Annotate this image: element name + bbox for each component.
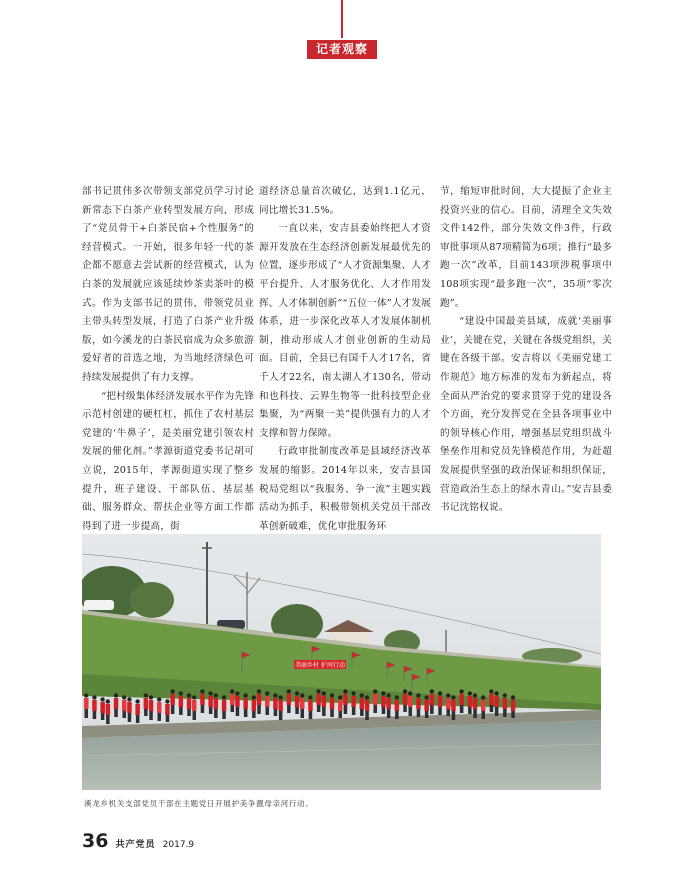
riverbank-photo-illustration	[82, 534, 601, 790]
article-column-2	[259, 183, 431, 536]
article-column-3	[440, 183, 612, 518]
top-red-rule	[341, 0, 343, 38]
article-paragraph: “建设中国最美县域，成就‘美丽事业’，关键在党，关键在各级党组织，关键在各级干部。安吉将以《美丽党建工作规范》地方标准的发布为新起点，将全面从严治党的要求贯穿于党的建设各个方面，充分发挥党在全县各项事业中的领导核心作用，增强基层党组织战斗堡垒作用和党员先锋模范作用，为赶超发展提供坚强的政治保证和组织保证，营造政治生态上的绿水青山。”安吉县委书记沈铭权说。	[440, 316, 612, 514]
article-paragraph: 节，缩短审批时间，大大提振了企业主投资兴业的信心。目前，清理全文失效文件142件，部分失效文件3件，行政审批事项从87项精简为6项；推行“最多跑一次”改革，目前143项涉税事项中108项实现“最多跑一次”，35项“零次跑”。	[440, 186, 612, 309]
article-photo	[82, 534, 601, 790]
article-column-1	[82, 183, 254, 536]
banner-text: 美丽乡村 护河行动	[295, 662, 345, 669]
article-paragraph: “把村级集体经济发展水平作为先锋示范村创建的硬杠杠，抓住了农村基层党建的‘牛鼻子’，是美丽党建引领农村发展的催化剂。”孝源街道党委书记胡可立说，2015年，孝源街道实现了整乡提升，班子建设、干部队伍、基层基础、服务群众、帮扶企业等方面工作都得到了进一步提高，街	[82, 390, 254, 532]
issue-date: 2017.9	[162, 840, 195, 850]
article-paragraph: 道经济总量首次破亿，达到1.1亿元，同比增长31.5%。	[259, 186, 431, 216]
magazine-name: 共产党员	[115, 840, 156, 850]
section-tag: 记者观察	[307, 40, 377, 59]
page-footer	[82, 830, 194, 856]
article-paragraph: 部书记贯伟多次带领支部党员学习讨论新常态下白茶产业转型发展方向，形成了“党员骨干+白茶民宿+个性服务”的经营模式。一开始，很多年轻一代的茶企都不愿意去尝试新的经营模式，认为白茶的发展就应该延续炒茶卖茶叶的模式。作为支部书记的贯伟，带领党员业主带头转型发展，打造了白茶产业升级版，如今溪龙的白茶民宿成为众多旅游爱好者的首选之地，为当地经济绿色可持续发展提供了有力支撑。	[82, 186, 254, 383]
page-number: 36	[82, 830, 109, 852]
photo-caption: 溪龙乡机关支部党员干部在主题党日开展护美争靓母亲河行动。	[84, 799, 314, 808]
article-paragraph: 行政审批制度改革是县域经济改革发展的缩影。2014年以来，安吉县国税局党组以“我服务、争一流”主题实践活动为抓手，积极带领机关党员干部改革创新破难，优化审批服务环	[259, 446, 431, 532]
article-paragraph: 一直以来，安吉县委始终把人才资源开发放在生态经济创新发展最优先的位置，逐步形成了“人才资源集聚、人才平台提升、人才服务优化、人才作用发挥、人才体制创新”“五位一体”人才发展体系，进一步深化改革人才发展体制机制，推动形成人才创业创新的生动局面。目前，全县已有国千人才17名，省千人才22名，南太湖人才130名，带动和也科技、云界生物等一批科技型企业集聚，为“两聚一美”提供强有力的人才支撑和智力保障。	[259, 223, 432, 439]
